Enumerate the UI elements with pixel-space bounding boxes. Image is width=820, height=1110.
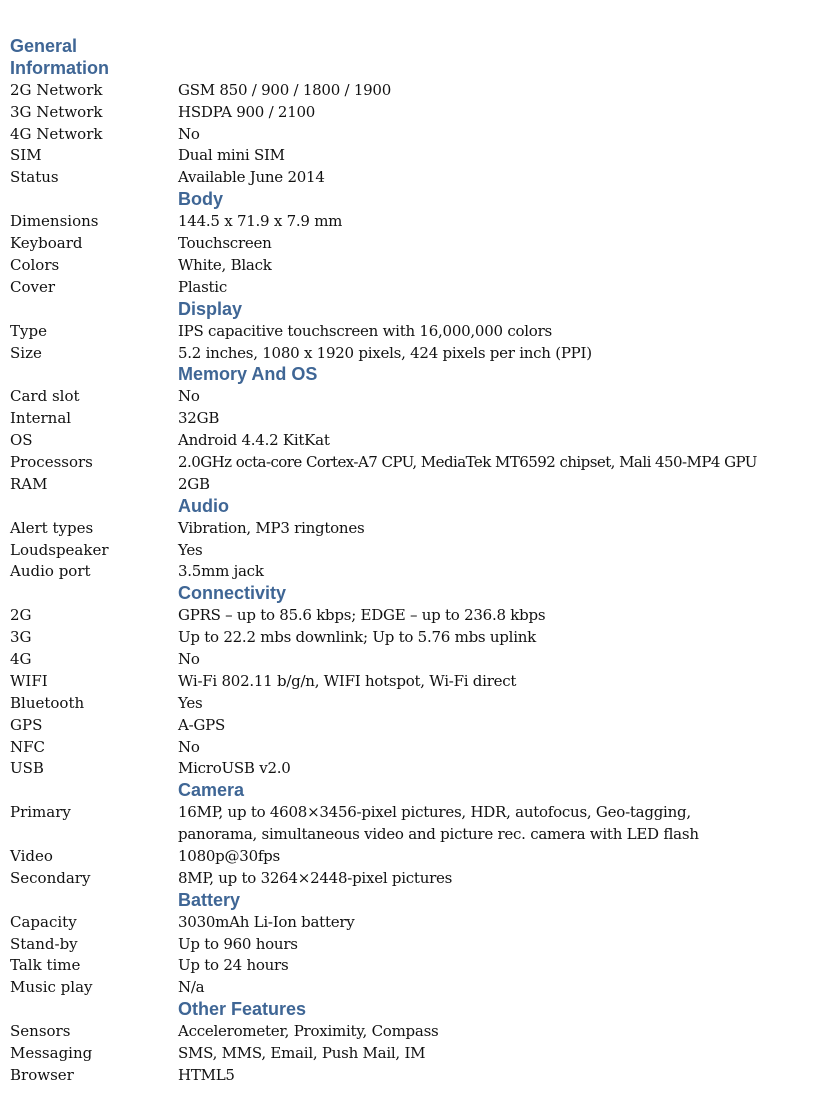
section-camera [0, 780, 820, 889]
spec-row-wifi [0, 671, 820, 693]
spec-value: 32GB [178, 409, 220, 428]
spec-row-usb [0, 758, 820, 780]
spec-row-2g-network [0, 80, 820, 102]
section-header-other-features: Other Features [178, 999, 307, 1020]
spec-value: Dual mini SIM [178, 146, 285, 165]
spec-label: Internal [10, 409, 72, 428]
spec-value: 3.5mm jack [178, 562, 264, 581]
spec-row-4g [0, 649, 820, 671]
spec-row-loudspeaker [0, 540, 820, 562]
spec-value: A-GPS [178, 715, 226, 734]
section-general-information [0, 36, 820, 189]
spec-row-browser [0, 1065, 820, 1087]
spec-value: IPS capacitive touchscreen with 16,000,000 colors [178, 321, 552, 340]
spec-row-colors [0, 255, 820, 277]
spec-label: OS [10, 431, 33, 450]
spec-row-stand-by [0, 934, 820, 956]
spec-value: 1080p@30fps [178, 847, 280, 865]
spec-label: Cover [10, 277, 56, 296]
section-header-display: Display [178, 298, 243, 319]
spec-value: Up to 22.2 mbs downlink; Up to 5.76 mbs uplink [178, 628, 536, 647]
spec-value: Touchscreen [178, 234, 272, 253]
spec-label: USB [10, 759, 44, 778]
spec-row-nfc [0, 737, 820, 759]
section-header-general-information: General Information [10, 36, 109, 78]
spec-row-processors [0, 452, 820, 474]
spec-value: No [178, 649, 200, 668]
spec-value: Yes [178, 693, 203, 712]
spec-row-bluetooth [0, 693, 820, 715]
spec-label: Colors [10, 255, 60, 274]
section-header-audio: Audio [178, 495, 229, 516]
spec-row-internal [0, 408, 820, 430]
spec-label: Audio port [10, 562, 91, 581]
spec-value: Plastic [178, 277, 228, 296]
spec-label: SIM [10, 146, 42, 165]
spec-row-capacity [0, 912, 820, 934]
spec-value: GPRS – up to 85.6 kbps; EDGE – up to 236.8 kbps [178, 606, 546, 625]
spec-label: Music play [10, 978, 93, 997]
section-body [0, 189, 820, 298]
spec-value: N/a [178, 978, 205, 997]
spec-row-ram [0, 474, 820, 496]
spec-row-3g [0, 627, 820, 649]
spec-label: Alert types [10, 518, 94, 537]
spec-label: 3G Network [10, 102, 103, 121]
spec-value: Yes [178, 540, 203, 559]
spec-row-messaging [0, 1043, 820, 1065]
spec-value: 16MP, up to 4608×3456-pixel pictures, HDR, autofocus, Geo-tagging, panorama, simultaneous video and picture rec. camera with LED flash [178, 803, 699, 844]
spec-label: Messaging [10, 1044, 93, 1063]
spec-value: No [178, 124, 200, 143]
spec-label: 4G [10, 649, 32, 668]
section-header-camera: Camera [178, 780, 245, 801]
spec-value: Wi-Fi 802.11 b/g/n, WIFI hotspot, Wi-Fi direct [178, 671, 517, 690]
spec-row-cover [0, 277, 820, 299]
spec-value: SMS, MMS, Email, Push Mail, IM [178, 1044, 426, 1063]
spec-label: Status [10, 168, 59, 187]
spec-value: Up to 24 hours [178, 956, 289, 975]
spec-value: 2.0GHz octa-core Cortex-A7 CPU, MediaTek MT6592 chipset, Mali 450-MP4 GPU [178, 452, 757, 471]
spec-value: HSDPA 900 / 2100 [178, 102, 316, 121]
spec-label: 3G [10, 628, 32, 647]
spec-row-size [0, 343, 820, 365]
spec-label: 4G Network [10, 124, 103, 143]
spec-value: No [178, 737, 200, 756]
spec-label: Stand-by [10, 934, 78, 953]
spec-value: White, Black [178, 255, 272, 274]
spec-row-talk-time [0, 955, 820, 977]
spec-label: Loudspeaker [10, 540, 109, 559]
spec-label: WIFI [10, 671, 48, 690]
spec-value: 8MP, up to 3264×2448-pixel pictures [178, 868, 453, 887]
spec-value: 2GB [178, 474, 210, 493]
spec-label: Primary [10, 803, 71, 822]
spec-row-dimensions [0, 211, 820, 233]
spec-row-alert-types [0, 518, 820, 540]
spec-value: 5.2 inches, 1080 x 1920 pixels, 424 pixels per inch (PPI) [178, 343, 592, 362]
section-other-features [0, 999, 820, 1087]
spec-row-sim [0, 145, 820, 167]
spec-label: GPS [10, 715, 43, 734]
spec-label: NFC [10, 737, 46, 756]
spec-label: Video [10, 847, 53, 865]
spec-label: Talk time [10, 956, 81, 975]
spec-value: No [178, 387, 200, 406]
spec-value: Accelerometer, Proximity, Compass [178, 1022, 439, 1041]
spec-row-secondary [0, 868, 820, 890]
section-battery [0, 890, 820, 999]
spec-row-music-play [0, 977, 820, 999]
spec-row-sensors [0, 1021, 820, 1043]
spec-sheet [0, 36, 820, 1087]
spec-label: Keyboard [10, 234, 83, 253]
spec-row-gps [0, 715, 820, 737]
section-connectivity [0, 583, 820, 780]
spec-row-primary [0, 802, 820, 846]
spec-row-card-slot [0, 386, 820, 408]
spec-label: Type [10, 321, 47, 340]
spec-value: 3030mAh Li-Ion battery [178, 912, 355, 931]
spec-value: Available June 2014 [178, 168, 325, 187]
spec-value: Vibration, MP3 ringtones [178, 518, 365, 537]
spec-row-os [0, 430, 820, 452]
section-audio [0, 496, 820, 584]
spec-label: Card slot [10, 387, 80, 406]
spec-value: GSM 850 / 900 / 1800 / 1900 [178, 80, 392, 99]
section-memory-and-os [0, 364, 820, 495]
spec-row-video [0, 846, 820, 868]
spec-row-4g-network [0, 124, 820, 146]
spec-row-audio-port [0, 561, 820, 583]
spec-label: 2G Network [10, 80, 103, 99]
section-header-connectivity: Connectivity [178, 583, 287, 604]
section-header-battery: Battery [178, 889, 241, 910]
section-display [0, 299, 820, 365]
spec-value: Android 4.4.2 KitKat [178, 431, 330, 450]
spec-label: Dimensions [10, 212, 99, 231]
spec-row-keyboard [0, 233, 820, 255]
spec-row-3g-network [0, 102, 820, 124]
spec-row-2g [0, 605, 820, 627]
spec-label: RAM [10, 474, 48, 493]
spec-row-status [0, 167, 820, 189]
spec-label: Secondary [10, 868, 91, 887]
spec-value: 144.5 x 71.9 x 7.9 mm [178, 212, 343, 231]
spec-value: Up to 960 hours [178, 934, 298, 953]
spec-value: HTML5 [178, 1065, 235, 1084]
spec-label: Size [10, 343, 42, 362]
spec-label: Bluetooth [10, 693, 85, 712]
spec-value: MicroUSB v2.0 [178, 759, 291, 778]
spec-label: Capacity [10, 912, 77, 931]
spec-label: Processors [10, 452, 93, 471]
spec-label: 2G [10, 606, 32, 625]
spec-label: Browser [10, 1065, 74, 1084]
section-header-memory-and-os: Memory And OS [178, 364, 318, 385]
spec-label: Sensors [10, 1022, 71, 1041]
spec-row-type [0, 321, 820, 343]
section-header-body: Body [178, 189, 223, 210]
